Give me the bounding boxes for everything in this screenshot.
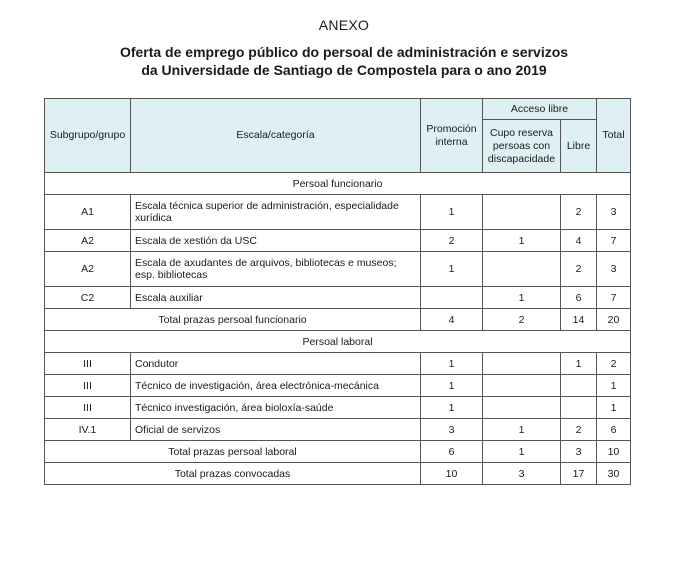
cell-libre [561,375,597,397]
cell-cupo: 1 [483,419,561,441]
cell-grupo: A2 [45,252,131,287]
table-row [45,230,631,252]
cell-promocion: 1 [421,353,483,375]
cell-cupo [483,195,561,230]
cell-total: 3 [597,252,631,287]
cell-libre: 2 [561,252,597,287]
section-laboral: Persoal laboral [45,331,631,353]
cell-escala: Condutor [131,353,421,375]
grand-total-promocion: 10 [421,463,483,485]
cell-grupo: A2 [45,230,131,252]
cell-escala: Escala técnica superior de administración, especialidade xurídica [131,195,421,230]
header-total: Total [597,99,631,173]
cell-promocion: 3 [421,419,483,441]
annex-heading: ANEXO [318,17,370,33]
cell-grupo: III [45,353,131,375]
cell-promocion: 1 [421,195,483,230]
table-row [45,252,631,287]
cell-escala: Escala de axudantes de arquivos, bibliotecas e museos; esp. bibliotecas [131,252,421,287]
cell-total: 2 [597,353,631,375]
cell-total: 3 [597,195,631,230]
table-row [45,195,631,230]
offer-table [44,98,631,485]
cell-grupo: C2 [45,287,131,309]
cell-grupo: III [45,375,131,397]
header-subgrupo: Subgrupo/grupo [45,99,131,173]
grand-total-libre: 17 [561,463,597,485]
cell-cupo [483,397,561,419]
total-promocion: 6 [421,441,483,463]
header-promocion: Promoción interna [421,99,483,173]
header-escala: Escala/categoría [131,99,421,173]
total-total: 10 [597,441,631,463]
cell-cupo: 1 [483,230,561,252]
cell-promocion: 1 [421,252,483,287]
document-title [0,43,688,79]
cell-total: 1 [597,397,631,419]
total-row-funcionario [45,309,631,331]
title-line-2: da Universidade de Santiago de Compostela para o ano 2019 [141,62,547,78]
cell-total: 7 [597,287,631,309]
cell-promocion: 2 [421,230,483,252]
cell-promocion: 1 [421,375,483,397]
cell-cupo: 1 [483,287,561,309]
cell-cupo [483,353,561,375]
total-cupo: 2 [483,309,561,331]
cell-total: 6 [597,419,631,441]
table-row [45,419,631,441]
cell-cupo [483,375,561,397]
table-row [45,353,631,375]
cell-libre: 2 [561,419,597,441]
cell-total: 1 [597,375,631,397]
total-libre: 3 [561,441,597,463]
grand-total-cupo: 3 [483,463,561,485]
cell-grupo: A1 [45,195,131,230]
cell-total: 7 [597,230,631,252]
title-line-1: Oferta de emprego público do persoal de administración e servizos [119,44,569,60]
table-row [45,375,631,397]
header-cupo: Cupo reserva persoas con discapacidade [483,120,561,173]
total-cupo: 1 [483,441,561,463]
cell-escala: Técnico investigación, área bioloxía-saúde [131,397,421,419]
total-total: 20 [597,309,631,331]
total-label: Total prazas persoal funcionario [45,309,421,331]
cell-libre: 6 [561,287,597,309]
total-label: Total prazas persoal laboral [45,441,421,463]
cell-escala: Escala de xestión da USC [131,230,421,252]
grand-total-label: Total prazas convocadas [45,463,421,485]
cell-escala: Oficial de servizos [131,419,421,441]
cell-grupo: IV.1 [45,419,131,441]
total-promocion: 4 [421,309,483,331]
cell-cupo [483,252,561,287]
table-row [45,287,631,309]
cell-promocion: 1 [421,397,483,419]
total-libre: 14 [561,309,597,331]
cell-escala: Escala auxiliar [131,287,421,309]
cell-libre: 4 [561,230,597,252]
section-funcionario: Persoal funcionario [45,173,631,195]
cell-grupo: III [45,397,131,419]
header-libre: Libre [561,120,597,173]
table-row [45,397,631,419]
grand-total-row [45,463,631,485]
cell-libre: 1 [561,353,597,375]
grand-total-total: 30 [597,463,631,485]
header-acceso-libre: Acceso libre [483,99,597,120]
total-row-laboral [45,441,631,463]
cell-escala: Técnico de investigación, área electrónica-mecánica [131,375,421,397]
cell-promocion [421,287,483,309]
cell-libre: 2 [561,195,597,230]
cell-libre [561,397,597,419]
